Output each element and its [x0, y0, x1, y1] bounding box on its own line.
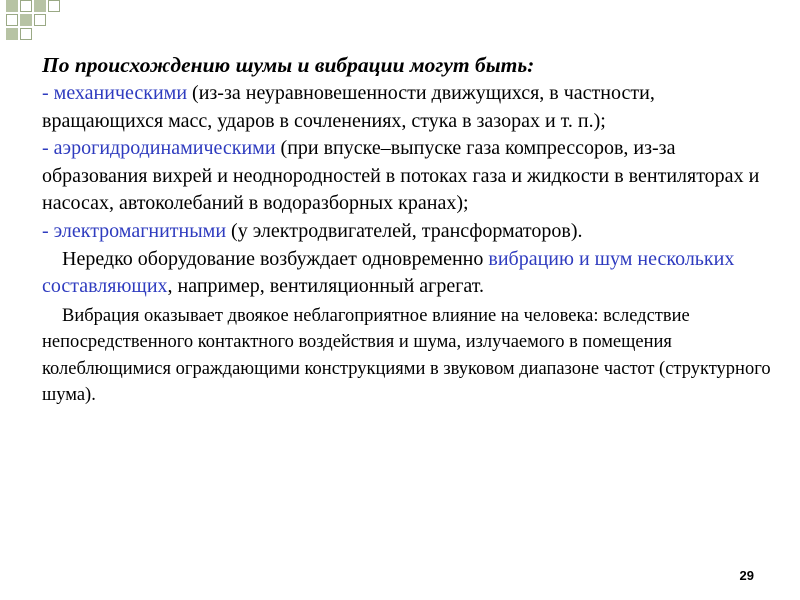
text-aerohydrodynamic: (при впуске–выпуске газа компрессоров, из-за образования вихрей и неоднородностей в потоках газа и жидкости в вентиляторах и насосах, автоколебаний в водоразборных кранах); — [42, 137, 760, 215]
page-number: 29 — [739, 568, 754, 583]
deco-square — [20, 28, 32, 40]
deco-square — [6, 28, 18, 40]
deco-square — [34, 0, 46, 12]
slide-title: По происхождению шумы и вибрации могут быть: — [42, 53, 535, 77]
paragraph-equipment-highlight: вибрацию и шум нескольких составляющих — [42, 247, 735, 298]
decorative-squares — [6, 0, 70, 40]
deco-square — [6, 14, 18, 26]
paragraph-vibration-effect: Вибрация оказывает двоякое неблагоприятное влияние на человека: вследствие непосредственного контактного воздействия и шума, излучаемого в помещения колеблющимися ограждающими конструкциями в звуковом диапазоне частот (структурного шума). — [42, 305, 771, 406]
deco-square — [6, 0, 18, 12]
paragraph-equipment — [42, 246, 772, 301]
slide-body — [42, 80, 772, 301]
slide-content — [42, 50, 772, 409]
paragraph-equipment-start: Нередко оборудование возбуждает одновременно — [62, 247, 489, 270]
deco-square — [20, 0, 32, 12]
deco-square — [48, 0, 60, 12]
term-electromagnetic: - электромагнитными — [42, 219, 227, 242]
deco-square — [34, 14, 46, 26]
list-item-mechanical — [42, 80, 772, 135]
term-mechanical: - механическими — [42, 82, 188, 104]
list-item-aerohydrodynamic — [42, 135, 772, 218]
term-aerohydrodynamic: - аэрогидродинамическими — [42, 137, 276, 160]
text-electromagnetic: (у электродвигателей, трансформаторов). — [226, 219, 583, 242]
text-mechanical: (из-за неуравновешенности движущихся, в частности, вращающихся масс, ударов в сочленениях, стука в зазорах и т. п.); — [42, 82, 655, 132]
paragraph-equipment-end: , например, вентиляционный агрегат. — [167, 275, 485, 298]
deco-square — [20, 14, 32, 26]
list-item-electromagnetic — [42, 218, 772, 246]
